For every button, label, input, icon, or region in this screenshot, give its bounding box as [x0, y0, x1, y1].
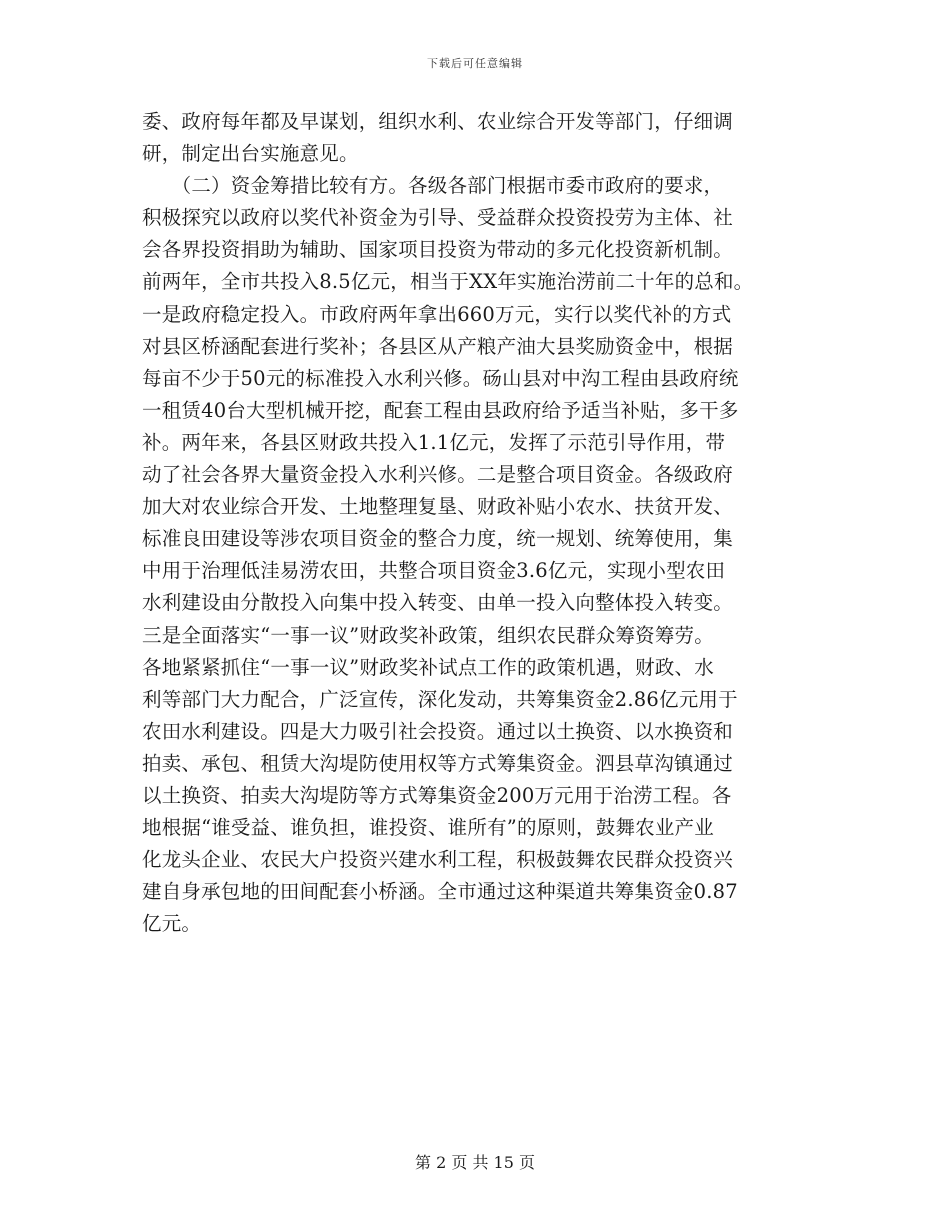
body-line: 每亩不少于50元的标准投入水利兴修。砀山县对中沟工程由县政府统	[142, 366, 739, 390]
body-line: 利等部门大力配合，广泛宣传，深化发动，共筹集资金2.86亿元用于	[142, 687, 738, 711]
body-line: 三是全面落实“一事一议”财政奖补政策，组织农民群众筹资筹劳。	[142, 623, 714, 647]
body-line: 委、政府每年都及早谋划，组织水利、农业综合开发等部门，仔细调	[142, 110, 734, 133]
page-header-note: 下载后可任意编辑	[427, 57, 523, 70]
body-line: 建自身承包地的田间配套小桥涵。全市通过这种渠道共筹集资金0.87	[142, 880, 738, 904]
body-line: （二）资金筹措比较有方。各级各部门根据市委市政府的要求，	[142, 174, 724, 198]
page-number-footer: 第 2 页 共 15 页	[415, 1153, 535, 1172]
body-line: 亿元。	[142, 912, 202, 936]
body-line: 水利建设由分散投入向集中投入转变、由单一投入向整体投入转变。	[142, 591, 734, 615]
body-line: 拍卖、承包、租赁大沟堤防使用权等方式筹集资金。泗县草沟镇通过	[142, 751, 734, 775]
document-body	[142, 106, 810, 940]
body-line: 中用于治理低洼易涝农田，共整合项目资金3.6亿元，实现小型农田	[142, 559, 726, 583]
body-line: 补。两年来，各县区财政共投入1.1亿元，发挥了示范引导作用，带	[142, 430, 726, 454]
body-line: 一是政府稳定投入。市政府两年拿出660万元，实行以奖代补的方式	[142, 302, 732, 326]
body-line: 一租赁40台大型机械开挖，配套工程由县政府给予适当补贴，多干多	[142, 398, 739, 422]
body-line: 标准良田建设等涉农项目资金的整合力度，统一规划、统筹使用，集	[142, 527, 734, 551]
body-line: 前两年，全市共投入8.5亿元，相当于XX年实施治涝前二十年的总和。	[142, 270, 754, 294]
body-line: 加大对农业综合开发、土地整理复垦、财政补贴小农水、扶贫开发、	[142, 495, 734, 519]
body-line: 化龙头企业、农民大户投资兴建水利工程，积极鼓舞农民群众投资兴	[142, 848, 734, 872]
body-line: 积极探究以政府以奖代补资金为引导、受益群众投资投劳为主体、社	[142, 206, 734, 230]
body-line: 农田水利建设。四是大力吸引社会投资。通过以土换资、以水换资和	[142, 719, 734, 743]
body-line: 研，制定出台实施意见。	[142, 142, 359, 166]
body-line: 对县区桥涵配套进行奖补；各县区从产粮产油大县奖励资金中，根据	[142, 334, 734, 358]
body-line: 以土换资、拍卖大沟堤防等方式筹集资金200万元用于治涝工程。各	[142, 783, 732, 807]
body-line: 会各界投资捐助为辅助、国家项目投资为带动的多元化投资新机制。	[142, 238, 734, 262]
body-line: 各地紧紧抓住“一事一议”财政奖补试点工作的政策机遇，财政、水	[142, 655, 714, 679]
body-line: 地根据“谁受益、谁负担，谁投资、谁所有”的原则，鼓舞农业产业	[142, 816, 714, 840]
body-line: 动了社会各界大量资金投入水利兴修。二是整合项目资金。各级政府	[142, 463, 734, 487]
